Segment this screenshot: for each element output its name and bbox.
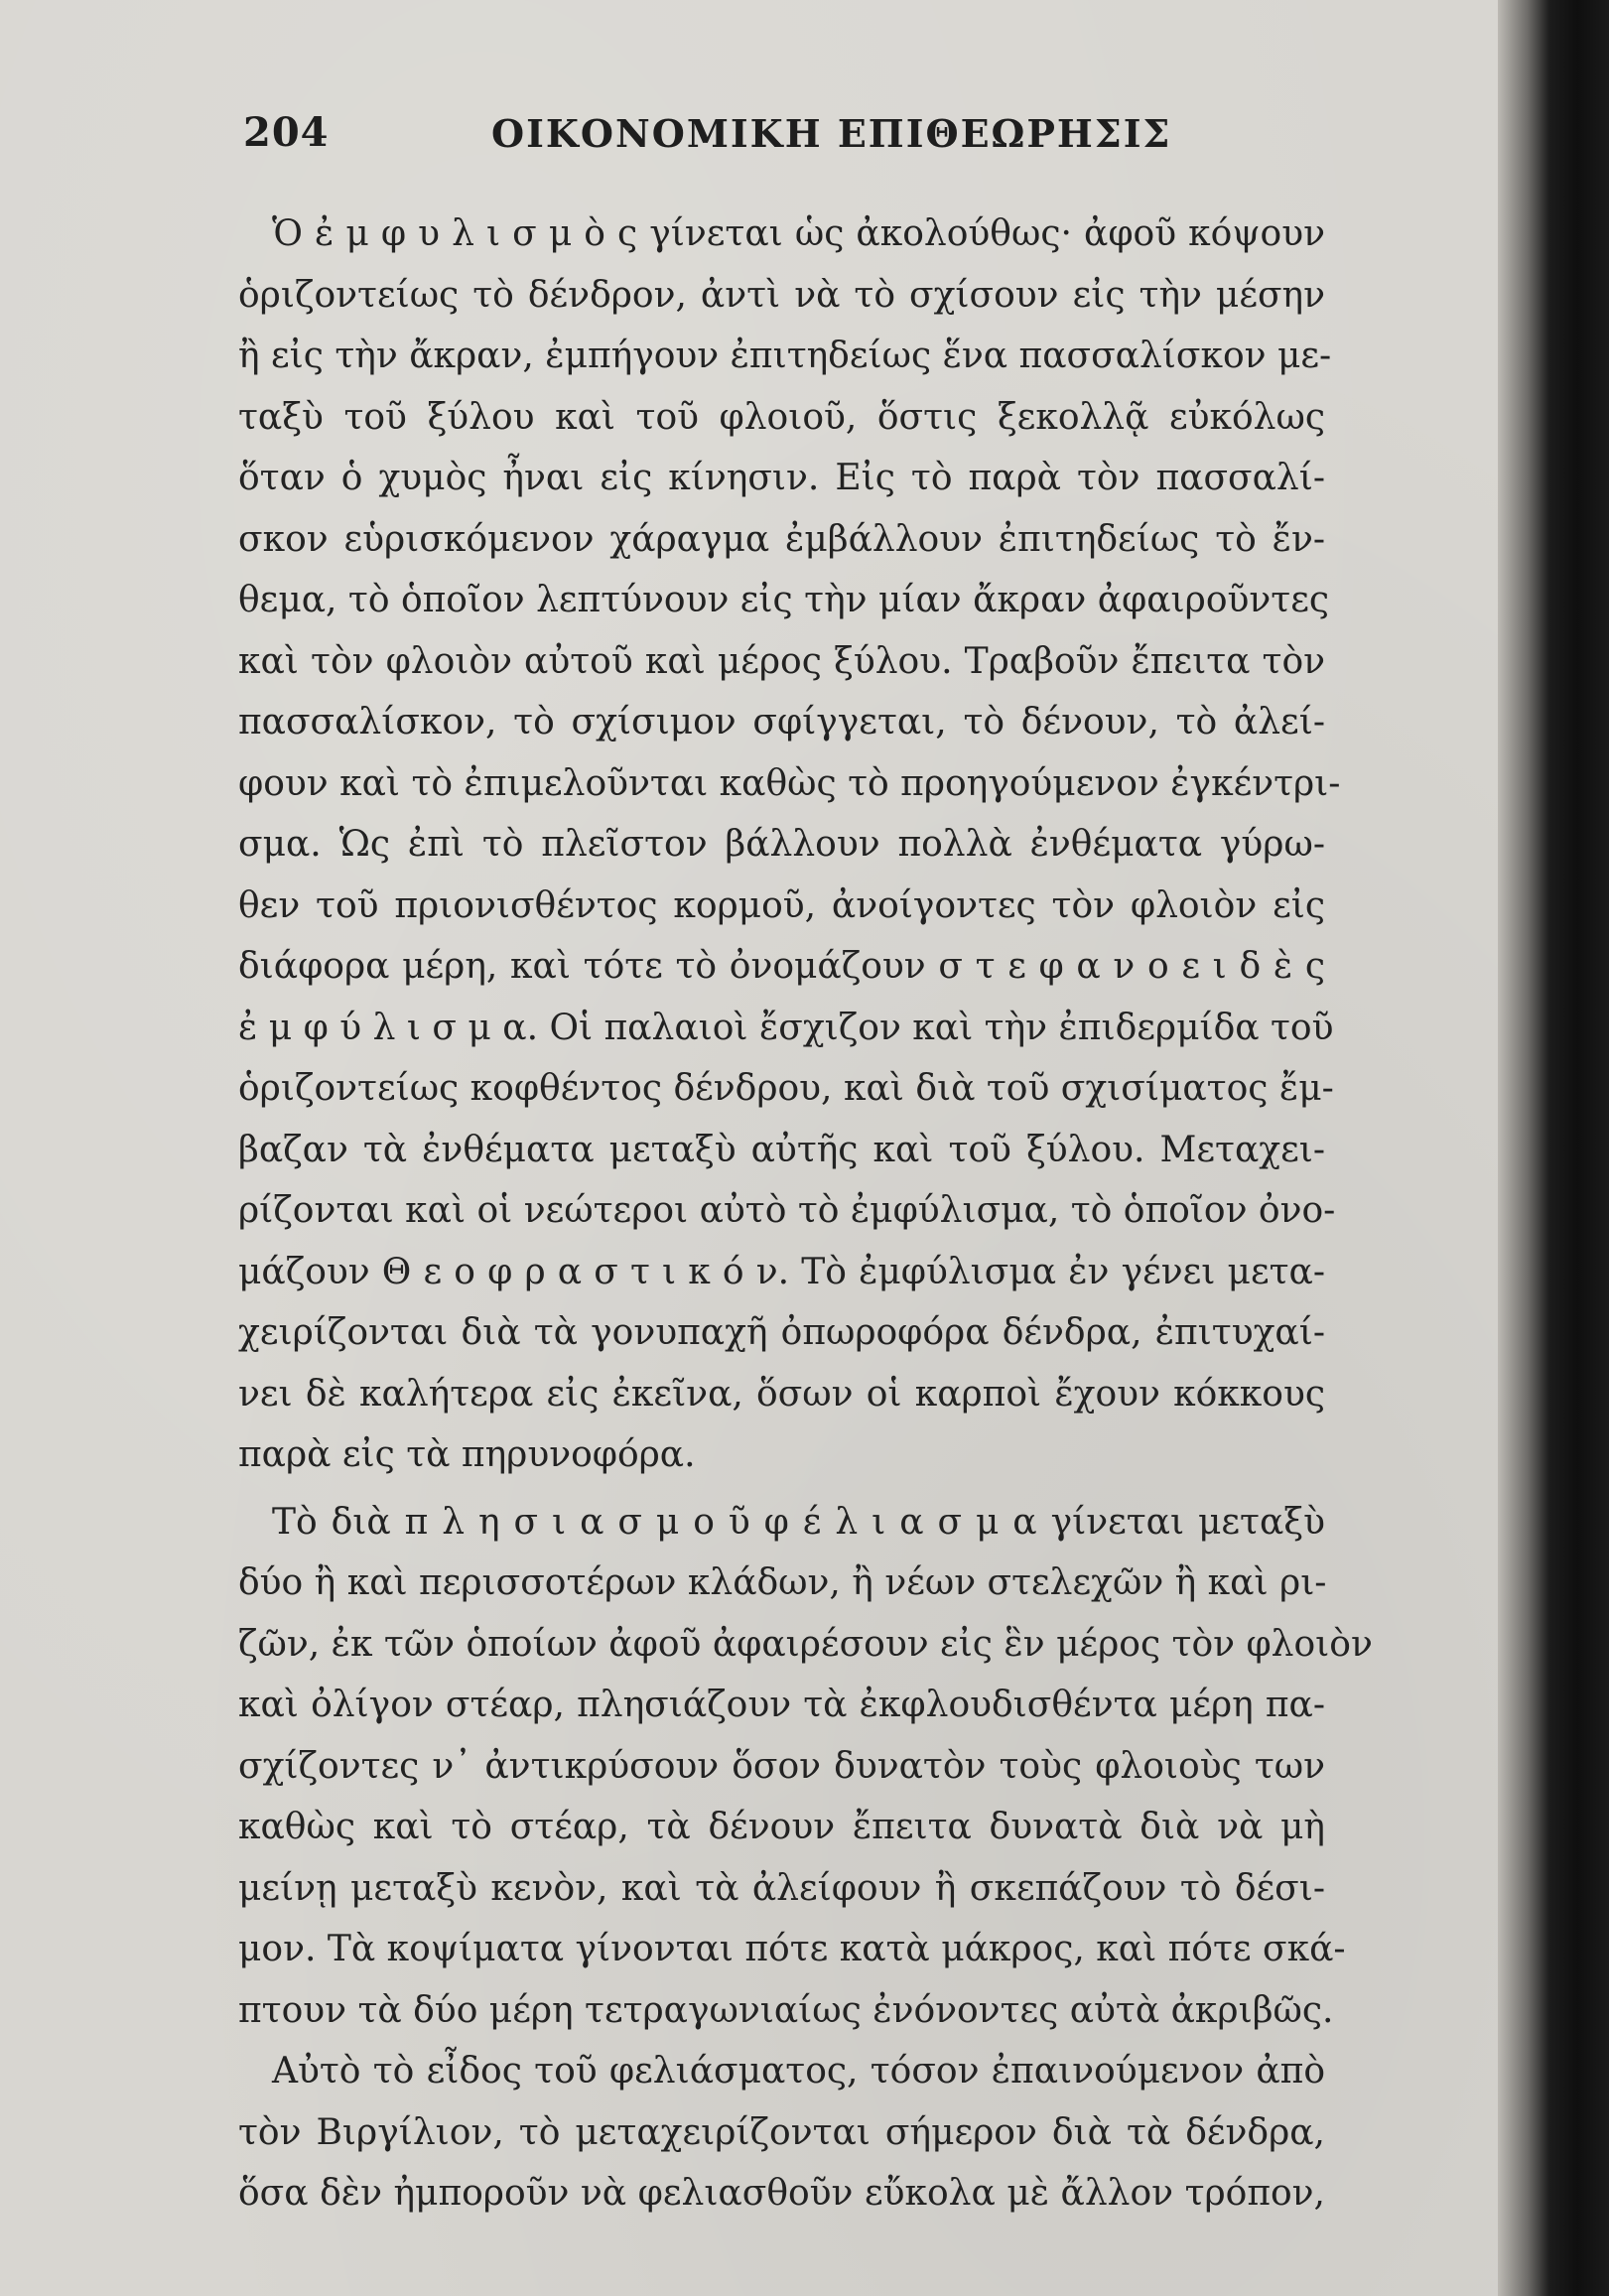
text-line: διάφορα μέρη, καὶ τότε τὸ ὀνομάζουν σ τ ε φ α ν ο ε ι δ ὲ ς <box>238 946 1325 987</box>
text-line: μάζουν Θ ε ο φ ρ α σ τ ι κ ό ν. Τὸ ἐμφύλισμα ἐν γένει μετα- <box>238 1251 1325 1292</box>
text-line: χειρίζονται διὰ τὰ γονυπαχῆ ὀπωροφόρα δένδρα, ἐπιτυχαί- <box>238 1312 1325 1353</box>
text-line: Τὸ διὰ π λ η σ ι α σ μ ο ῦ φ έ λ ι α σ μ α γίνεται μεταξὺ <box>272 1501 1325 1543</box>
text-line: μον. Τὰ κοψίματα γίνονται πότε κατὰ μάκρος, καὶ πότε σκά- <box>238 1929 1346 1969</box>
text-line: ἐ μ φ ύ λ ι σ μ α. Οἱ παλαιοὶ ἔσχιζον καὶ τὴν ἐπιδερμίδα τοῦ <box>238 1007 1334 1048</box>
text-line: καθὼς καὶ τὸ στέαρ, τὰ δένουν ἔπειτα δυνατὰ διὰ νὰ μὴ <box>238 1807 1325 1847</box>
text-line: ὁριζοντείως κοφθέντος δένδρου, καὶ διὰ τοῦ σχισίματος ἔμ- <box>238 1068 1334 1109</box>
text-line: σμα. Ὡς ἐπὶ τὸ πλεῖστον βάλλουν πολλὰ ἐνθέματα γύρω- <box>238 824 1325 865</box>
paragraph-3 <box>238 2041 1325 2225</box>
paragraph-1 <box>238 203 1341 1486</box>
text-line: παρὰ εἰς τὰ πηρυνοφόρα. <box>238 1434 696 1475</box>
text-line: νει δὲ καλήτερα εἰς ἐκεῖνα, ὅσων οἱ καρποὶ ἔχουν κόκκους <box>238 1373 1325 1415</box>
text-line: μείνῃ μεταξὺ κενὸν, καὶ τὰ ἀλείφουν ἢ σκεπάζουν τὸ δέσι- <box>238 1867 1325 1909</box>
text-line: πασσαλίσκον, τὸ σχίσιμον σφίγγεται, τὸ δένουν, τὸ ἀλεί- <box>238 702 1325 743</box>
text-line: ζῶν, ἐκ τῶν ὁποίων ἀφοῦ ἀφαιρέσουν εἰς ἓν μέρος τὸν φλοιὸν <box>238 1623 1373 1665</box>
running-title: ΟΙΚΟΝΟΜΙΚΗ ΕΠΙΘΕΩΡΗΣΙΣ <box>491 111 1172 156</box>
book-spine-shadow <box>1498 0 1609 2296</box>
text-line: σχίζοντες ν᾽ ἀντικρύσουν ὅσον δυνατὸν τοὺς φλοιοὺς των <box>238 1745 1325 1787</box>
page-number: 204 <box>243 109 330 156</box>
text-line: Αὐτὸ τὸ εἶδος τοῦ φελιάσματος, τόσον ἐπαινούμενον ἀπὸ <box>272 2051 1325 2092</box>
text-line: δύο ἢ καὶ περισσοτέρων κλάδων, ἢ νέων στελεχῶν ἢ καὶ ρι- <box>238 1562 1327 1603</box>
text-line: θεν τοῦ πριονισθέντος κορμοῦ, ἀνοίγοντες τὸν φλοιὸν εἰς <box>238 884 1325 926</box>
text-line: ρίζονται καὶ οἱ νεώτεροι αὐτὸ τὸ ἐμφύλισμα, τὸ ὁποῖον ὀνο- <box>238 1190 1336 1231</box>
body-text <box>238 203 1373 2225</box>
text-line: τὸν Βιργίλιον, τὸ μεταχειρίζονται σήμερον διὰ τὰ δένδρα, <box>238 2111 1325 2153</box>
text-line: ταξὺ τοῦ ξύλου καὶ τοῦ φλοιοῦ, ὅστις ξεκολλᾷ εὐκόλως <box>238 396 1325 438</box>
text-line: καὶ τὸν φλοιὸν αὐτοῦ καὶ μέρος ξύλου. Τραβοῦν ἔπειτα τὸν <box>238 640 1325 682</box>
text-line: θεμα, τὸ ὁποῖον λεπτύνουν εἰς τὴν μίαν ἄκραν ἀφαιροῦντες <box>238 580 1330 620</box>
text-line: ἢ εἰς τὴν ἄκραν, ἐμπήγουν ἐπιτηδείως ἕνα πασσαλίσκον με- <box>238 336 1332 376</box>
text-line: Ὁ ἐ μ φ υ λ ι σ μ ὸ ς γίνεται ὡς ἀκολούθως· ἀφοῦ κόψουν <box>272 213 1325 254</box>
text-line: φουν καὶ τὸ ἐπιμελοῦνται καθὼς τὸ προηγούμενον ἐγκέντρι- <box>238 762 1341 804</box>
text-line: βαζαν τὰ ἐνθέματα μεταξὺ αὐτῆς καὶ τοῦ ξύλου. Μεταχει- <box>238 1129 1325 1170</box>
text-line: καὶ ὀλίγον στέαρ, πλησιάζουν τὰ ἐκφλουδισθέντα μέρη πα- <box>238 1685 1325 1725</box>
text-line: σκον εὑρισκόμενον χάραγμα ἐμβάλλουν ἐπιτηδείως τὸ ἔν- <box>238 518 1325 560</box>
text-line: ὅταν ὁ χυμὸς ἦναι εἰς κίνησιν. Εἰς τὸ παρὰ τὸν πασσαλί- <box>238 458 1325 498</box>
paragraph-2 <box>238 1492 1373 2042</box>
text-line: ὅσα δὲν ἠμποροῦν νὰ φελιασθοῦν εὔκολα μὲ ἄλλον τρόπον, <box>238 2173 1325 2214</box>
text-line: πτουν τὰ δύο μέρη τετραγωνιαίως ἐνόνοντες αὐτὰ ἀκριβῶς. <box>238 1989 1334 2031</box>
page-header <box>243 109 1365 179</box>
text-line: ὁριζοντείως τὸ δένδρον, ἀντὶ νὰ τὸ σχίσουν εἰς τὴν μέσην <box>238 274 1325 316</box>
